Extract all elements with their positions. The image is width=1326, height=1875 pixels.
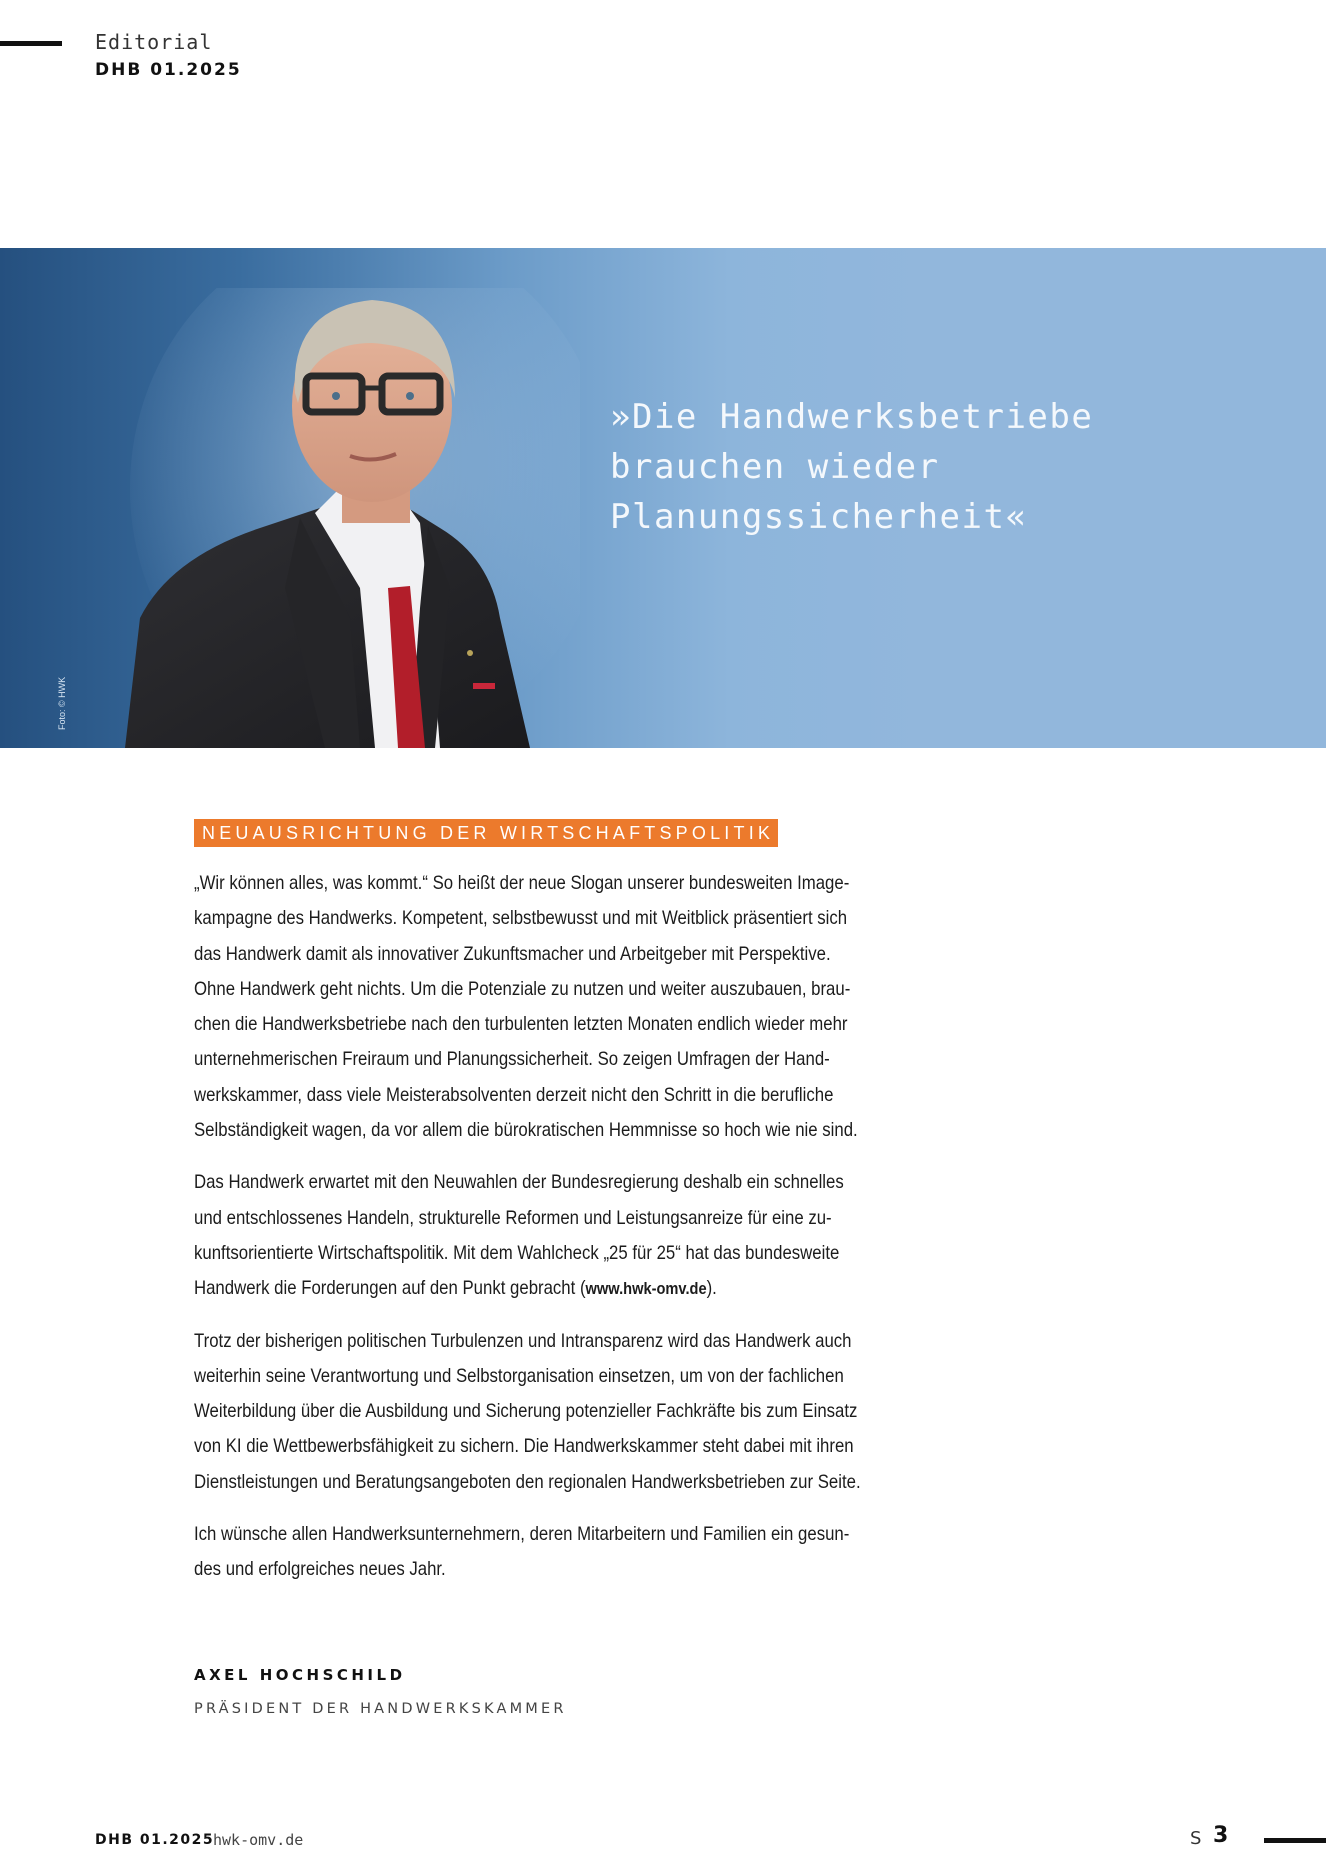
issue-label: DHB 01.2025	[95, 60, 242, 80]
page-label: S	[1190, 1828, 1202, 1849]
header-rule	[0, 41, 62, 46]
text-line: unternehmerischen Freiraum und Planungssicherheit. So zeigen Umfragen der Hand-	[194, 1048, 830, 1071]
text-fragment: ).	[706, 1277, 717, 1300]
paragraph	[194, 1517, 964, 1588]
text-line: weiterhin seine Verantwortung und Selbstorganisation einsetzen, um von der fachlichen	[194, 1364, 844, 1387]
text-line: Ich wünsche allen Handwerksunternehmern, deren Mitarbeitern und Familien ein gesun-	[194, 1523, 850, 1546]
text-line: Selbständigkeit wagen, da vor allem die bürokratischen Hemmnisse so hoch wie nie sind.	[194, 1119, 858, 1142]
pull-quote	[610, 392, 1170, 542]
paragraph	[194, 1324, 964, 1500]
page-number: 3	[1213, 1823, 1229, 1848]
website-link[interactable]: www.hwk-omv.de	[585, 1279, 707, 1299]
text-line: des und erfolgreiches neues Jahr.	[194, 1558, 446, 1581]
text-line: das Handwerk damit als innovativer Zukunftsmacher und Arbeitgeber mit Perspektive.	[194, 942, 831, 965]
text-line: werkskammer, dass viele Meisterabsolventen derzeit nicht den Schritt in die berufliche	[194, 1083, 834, 1106]
footer-url[interactable]: hwk-omv.de	[213, 1831, 304, 1849]
quote-line: brauchen wieder	[610, 447, 940, 487]
photo-credit: Foto: © HWK	[57, 676, 67, 730]
article-body	[194, 866, 964, 1605]
text-line: Das Handwerk erwartet mit den Neuwahlen der Bundesregierung deshalb ein schnelles	[194, 1171, 844, 1194]
text-line: Weiterbildung über die Ausbildung und Sicherung potenzieller Fachkräfte bis zum Einsatz	[194, 1400, 858, 1423]
author-name: AXEL HOCHSCHILD	[194, 1666, 406, 1684]
text-line: Dienstleistungen und Beratungsangeboten den regionalen Handwerksbetrieben zur Seite.	[194, 1470, 861, 1493]
paragraph	[194, 1165, 964, 1306]
text-line: und entschlossenes Handeln, strukturelle Reformen und Leistungsanreize für eine zu-	[194, 1206, 832, 1229]
section-kicker: NEUAUSRICHTUNG DER WIRTSCHAFTSPOLITIK	[194, 819, 778, 847]
text-line: chen die Handwerksbetriebe nach den turbulenten letzten Monaten endlich wieder mehr	[194, 1013, 848, 1036]
text-line: Ohne Handwerk geht nichts. Um die Potenziale zu nutzen und weiter auszubauen, brau-	[194, 977, 851, 1000]
author-role: PRÄSIDENT DER HANDWERKSKAMMER	[194, 1701, 567, 1717]
text-line: „Wir können alles, was kommt.“ So heißt der neue Slogan unserer bundesweiten Image-	[194, 872, 850, 894]
portrait-photo	[110, 288, 580, 748]
text-line: von KI die Wettbewerbsfähigkeit zu sichern. Die Handwerkskammer steht dabei mit ihren	[194, 1435, 854, 1458]
quote-line: »Die Handwerksbetriebe	[610, 397, 1094, 437]
footer-issue: DHB 01.2025	[95, 1832, 215, 1848]
text-line: kunftsorientierte Wirtschaftspolitik. Mit dem Wahlcheck „25 für 25“ hat das bundesweite	[194, 1241, 840, 1264]
paragraph	[194, 866, 964, 1148]
quote-line: Planungssicherheit«	[610, 497, 1028, 537]
text-line: kampagne des Handwerks. Kompetent, selbstbewusst und mit Weitblick präsentiert sich	[194, 907, 848, 930]
section-label: Editorial	[95, 30, 213, 54]
text-line	[194, 1271, 856, 1306]
hero-banner	[0, 248, 1326, 748]
text-fragment: Handwerk die Forderungen auf den Punkt gebracht (	[194, 1277, 586, 1300]
text-line: Trotz der bisherigen politischen Turbulenzen und Intransparenz wird das Handwerk auch	[194, 1329, 852, 1352]
footer-rule	[1264, 1838, 1326, 1843]
